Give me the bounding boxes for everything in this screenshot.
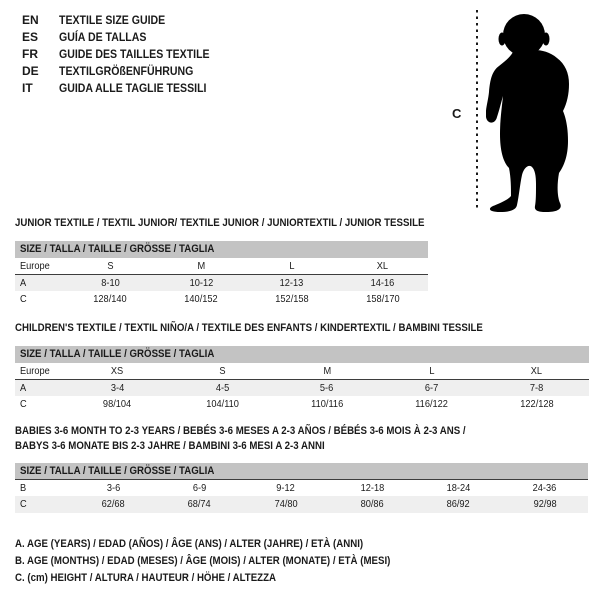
babies-size-table (15, 425, 588, 513)
children-size-table (15, 322, 589, 413)
row-label: Europe (20, 260, 50, 272)
table-row (15, 496, 588, 513)
lang-code: EN (22, 13, 39, 27)
lang-label: GUIDE DES TAILLES TEXTILE (59, 47, 210, 61)
table-row (15, 363, 589, 380)
cell: 8-10 (101, 277, 120, 289)
cell: 104/110 (205, 398, 239, 410)
lang-row-de (22, 63, 230, 80)
height-measure-label: C (452, 106, 462, 121)
cell: 92/98 (533, 498, 557, 510)
cell: M (323, 365, 331, 377)
cell: 9-12 (276, 482, 296, 494)
table-row (15, 291, 428, 308)
table-title: CHILDREN'S TEXTILE / TEXTIL NIÑO/A / TEXTILE DES ENFANTS / KINDERTEXTIL / BAMBINI TESSILE (15, 322, 483, 334)
cell: 140/152 (184, 293, 218, 305)
cell: 18-24 (446, 482, 471, 494)
cell: 98/104 (103, 398, 132, 410)
cell: 4-5 (215, 382, 229, 394)
toddler-silhouette-icon (486, 10, 588, 212)
cell: XS (111, 365, 124, 377)
lang-code: FR (22, 47, 38, 61)
row-label: B (20, 482, 27, 494)
cell: 3-4 (110, 382, 125, 394)
cell: 74/80 (274, 498, 298, 510)
row-label: C (20, 293, 27, 305)
cell: 10-12 (189, 277, 213, 289)
lang-row-es (22, 29, 230, 46)
table-row (15, 380, 589, 396)
cell: 7-8 (529, 382, 544, 394)
cell: 86/92 (446, 498, 471, 510)
language-header (22, 12, 230, 97)
cell: 5-6 (320, 382, 334, 394)
cell: L (289, 260, 295, 272)
lang-label: GUIDA ALLE TAGLIE TESSILI (59, 81, 207, 95)
cell: M (197, 260, 205, 272)
lang-row-en (22, 12, 230, 29)
row-label: Europe (20, 365, 50, 377)
legend-line-b: B. AGE (MONTHS) / EDAD (MESES) / ÂGE (MOIS) / ALTER (MONATE) / ETÀ (MESI) (15, 555, 391, 567)
table-row (15, 480, 588, 496)
lang-row-it (22, 80, 230, 97)
row-label: C (20, 498, 27, 510)
lang-row-fr (22, 46, 230, 63)
cell: 122/128 (519, 398, 554, 410)
measurement-legend (15, 536, 442, 587)
size-header-bar: SIZE / TALLA / TAILLE / GRÖSSE / TAGLIA (20, 243, 215, 255)
cell: 116/122 (415, 398, 449, 410)
junior-size-table (15, 217, 428, 308)
cell: 14-16 (370, 277, 395, 289)
cell: 110/116 (310, 398, 344, 410)
lang-code: DE (22, 64, 39, 78)
cell: S (107, 260, 114, 272)
cell: S (219, 365, 226, 377)
cell: 80/86 (360, 498, 384, 510)
table-title-line1: BABIES 3-6 MONTH TO 2-3 YEARS / BEBÉS 3-6 MESES A 2-3 AÑOS / BÉBÉS 3-6 MOIS À 2-3 ANS / (15, 425, 466, 437)
lang-code: IT (22, 81, 33, 95)
size-header-bar: SIZE / TALLA / TAILLE / GRÖSSE / TAGLIA (20, 465, 215, 477)
row-label: A (20, 277, 27, 289)
lang-label: TEXTILGRÖßENFÜHRUNG (59, 64, 194, 78)
table-row (15, 275, 428, 291)
cell: 12-13 (280, 277, 304, 289)
table-row (15, 258, 428, 275)
cell: 158/170 (365, 293, 400, 305)
height-dotted-line (476, 10, 478, 210)
cell: L (429, 365, 435, 377)
legend-line-c: C. (cm) HEIGHT / ALTURA / HAUTEUR / HÖHE / ALTEZZA (15, 572, 277, 584)
table-row (15, 396, 589, 413)
cell: XL (530, 365, 543, 377)
legend-line-a: A. AGE (YEARS) / EDAD (AÑOS) / ÂGE (ANS) / ALTER (JAHRE) / ETÀ (ANNI) (15, 538, 364, 550)
size-header-bar: SIZE / TALLA / TAILLE / GRÖSSE / TAGLIA (20, 348, 215, 360)
cell: 152/158 (275, 293, 309, 305)
cell: 6-7 (425, 382, 439, 394)
cell: 6-9 (192, 482, 207, 494)
row-label: C (20, 398, 27, 410)
lang-code: ES (22, 30, 39, 44)
cell: 12-18 (360, 482, 384, 494)
cell: 68/74 (187, 498, 212, 510)
cell: 3-6 (106, 482, 120, 494)
cell: 62/68 (101, 498, 125, 510)
table-title-line2: BABYS 3-6 MONATE BIS 2-3 JAHRE / BAMBINI 3-6 MESI A 2-3 ANNI (15, 440, 325, 452)
cell: XL (376, 260, 389, 272)
lang-label: GUÍA DE TALLAS (59, 30, 147, 44)
row-label: A (20, 382, 27, 394)
table-title: JUNIOR TEXTILE / TEXTIL JUNIOR/ TEXTILE JUNIOR / JUNIORTEXTIL / JUNIOR TESSILE (15, 217, 425, 229)
cell: 128/140 (93, 293, 128, 305)
lang-label: TEXTILE SIZE GUIDE (59, 13, 166, 27)
cell: 24-36 (532, 482, 557, 494)
